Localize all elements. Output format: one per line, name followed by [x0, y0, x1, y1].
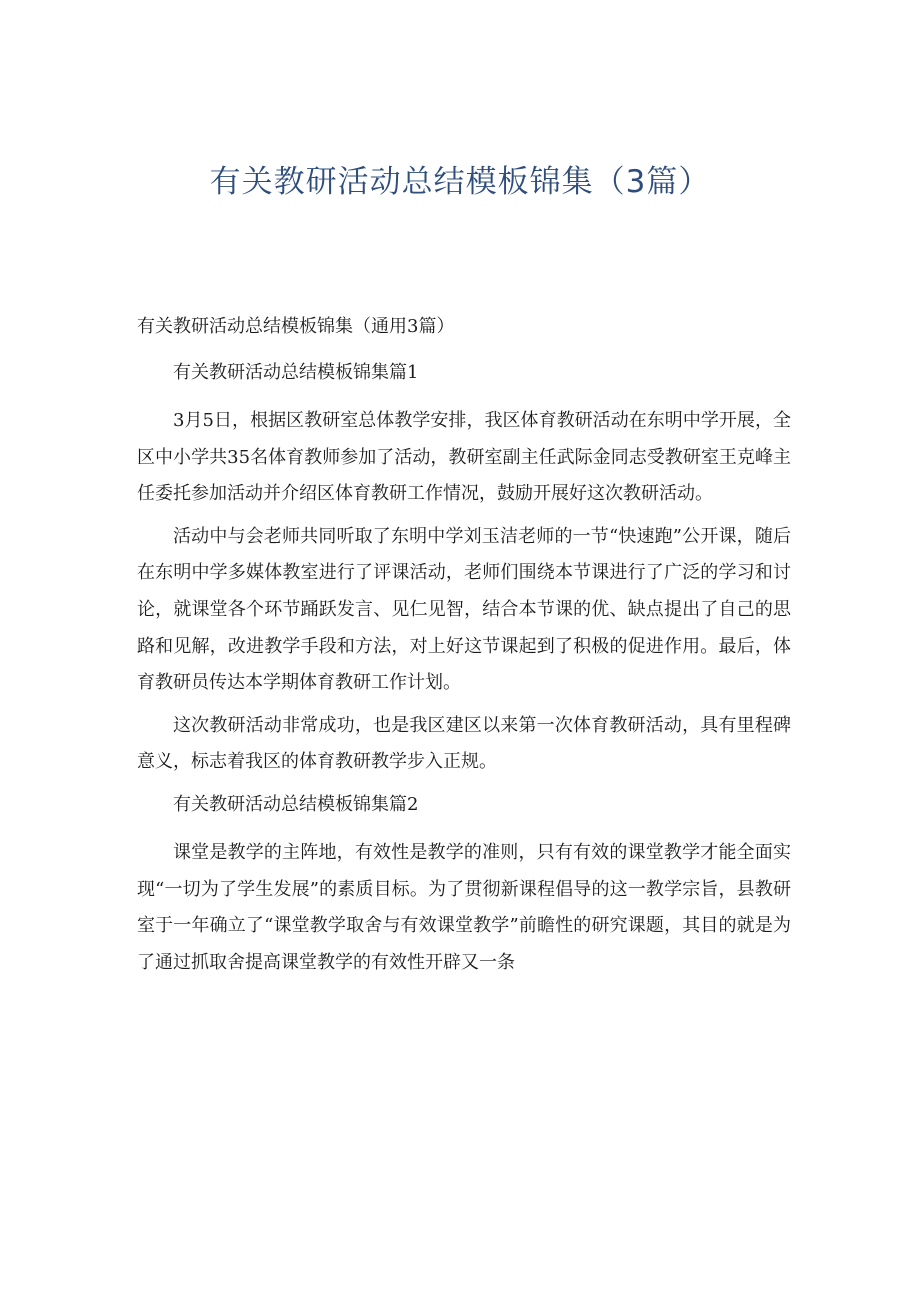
document-title: 有关教研活动总结模板锦集（3篇）	[209, 164, 711, 200]
document-body	[137, 355, 791, 987]
document-subtitle: 有关教研活动总结模板锦集（通用3篇）	[137, 316, 455, 337]
body-paragraph: 这次教研活动非常成功，也是我区建区以来第一次体育教研活动，具有里程碑意义，标志着我区的体育教研教学步入正规。	[137, 714, 791, 773]
body-paragraph: 课堂是教学的主阵地，有效性是教学的准则，只有有效的课堂教学才能全面实现“一切为了学生发展”的素质目标。为了贯彻新课程倡导的这一教学宗旨，县教研室于一年确立了“课堂教学取舍与有效课堂教学”前瞻性的研究课题，其目的就是为了通过抓取舍提高课堂教学的有效性开辟又一条	[137, 841, 791, 973]
body-paragraph: 活动中与会老师共同听取了东明中学刘玉洁老师的一节“快速跑”公开课，随后在东明中学多媒体教室进行了评课活动，老师们围绕本节课进行了广泛的学习和讨论，就课堂各个环节踊跃发言、见仁见智，结合本节课的优、缺点提出了自己的思路和见解，改进教学手段和方法，对上好这节课起到了积极的促进作用。最后，体育教研员传达本学期体育教研工作计划。	[137, 525, 791, 694]
body-paragraph: 3月5日，根据区教研室总体教学安排，我区体育教研活动在东明中学开展，全区中小学共35名体育教师参加了活动，教研室副主任武际金同志受教研室王克峰主任委托参加活动并介绍区体育教研工作情况，鼓励开展好这次教研活动。	[137, 410, 791, 505]
section-heading: 有关教研活动总结模板锦集篇2	[173, 793, 419, 815]
section-heading: 有关教研活动总结模板锦集篇1	[173, 362, 419, 383]
